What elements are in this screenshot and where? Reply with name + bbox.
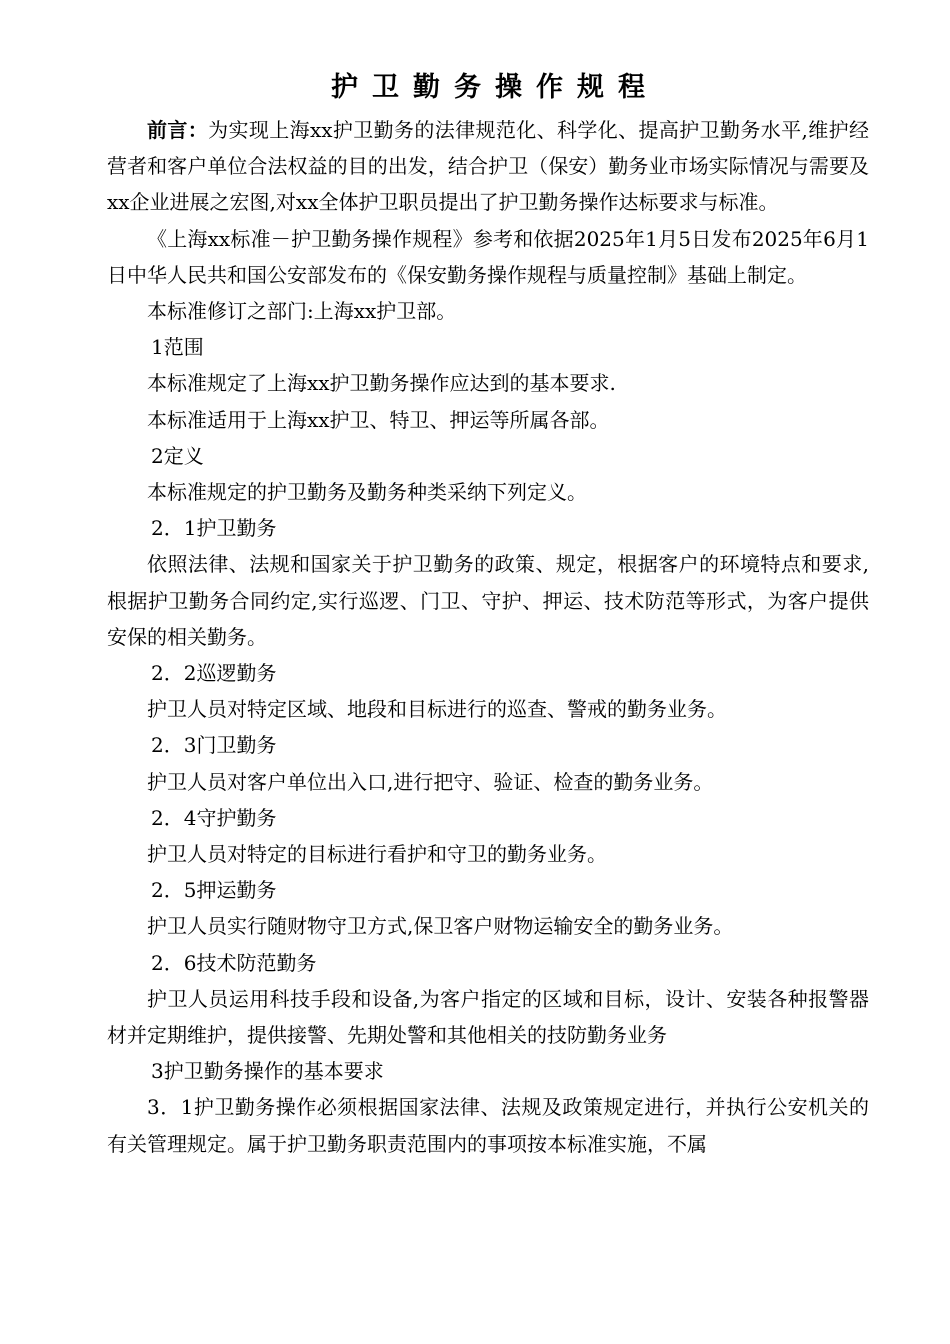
section-2-3-text: 护卫人员对客户单位出入口,进行把守、验证、检查的勤务业务。 — [147, 769, 714, 794]
preface-paragraph — [107, 112, 869, 221]
section-2-intro: 本标准规定的护卫勤务及勤务种类采纳下列定义。 — [147, 480, 587, 505]
section-1-paragraph-1: 本标准规定了上海xx护卫勤务操作应达到的基本要求. — [147, 371, 616, 396]
section-1-heading: 1范围 — [151, 335, 204, 360]
preface-label: 前言： — [147, 118, 209, 142]
section-2-3-heading: 2．3门卫勤务 — [151, 733, 277, 758]
section-3-1-text: 3．1护卫勤务操作必须根据国家法律、法规及政策规定进行，并执行公安机关的有关管理规定。属于护卫勤务职责范围内的事项按本标准实施，不属 — [107, 1095, 869, 1156]
section-2-6-heading: 2．6技术防范勤务 — [151, 950, 317, 975]
revision-dept-paragraph: 本标准修订之部门:上海xx护卫部。 — [147, 299, 457, 324]
document-title: 护卫勤务操作规程 — [331, 72, 659, 103]
section-2-1-text: 依照法律、法规和国家关于护卫勤务的政策、规定，根据客户的环境特点和要求,根据护卫勤务合同约定,实行巡逻、门卫、守护、押运、技术防范等形式，为客户提供安保的相关勤务。 — [107, 552, 869, 649]
section-2-4-heading: 2．4守护勤务 — [151, 805, 277, 830]
section-2-2-heading: 2．2巡逻勤务 — [151, 661, 277, 686]
preface-text: 为实现上海xx护卫勤务的法律规范化、科学化、提高护卫勤务水平,维护经营者和客户单位合法权益的目的出发，结合护卫（保安）勤务业市场实际情况与需要及xx企业进展之宏图,对xx全体护卫职员提出了护卫勤务操作达标要求与标准。 — [107, 118, 869, 215]
document-page — [107, 64, 869, 1162]
section-2-2-text: 护卫人员对特定区域、地段和目标进行的巡查、警戒的勤务业务。 — [147, 697, 727, 722]
section-2-1-heading: 2．1护卫勤务 — [151, 516, 277, 541]
section-2-5-heading: 2．5押运勤务 — [151, 878, 277, 903]
basis-paragraph: 《上海xx标准－护卫勤务操作规程》参考和依据2025年1月5日发布2025年6月1日中华人民共和国公安部发布的《保安勤务操作规程与质量控制》基础上制定。 — [107, 226, 869, 287]
section-2-5-text: 护卫人员实行随财物守卫方式,保卫客户财物运输安全的勤务业务。 — [147, 914, 734, 939]
section-3-heading: 3护卫勤务操作的基本要求 — [151, 1059, 384, 1084]
section-2-heading: 2定义 — [151, 443, 204, 468]
section-1-paragraph-2: 本标准适用于上海xx护卫、特卫、押运等所属各部。 — [147, 407, 610, 432]
section-2-6-text: 护卫人员运用科技手段和设备,为客户指定的区域和目标，设计、安装各种报警器材并定期维护，提供接警、先期处警和其他相关的技防勤务业务 — [107, 986, 869, 1048]
section-2-4-text: 护卫人员对特定的目标进行看护和守卫的勤务业务。 — [147, 842, 607, 867]
